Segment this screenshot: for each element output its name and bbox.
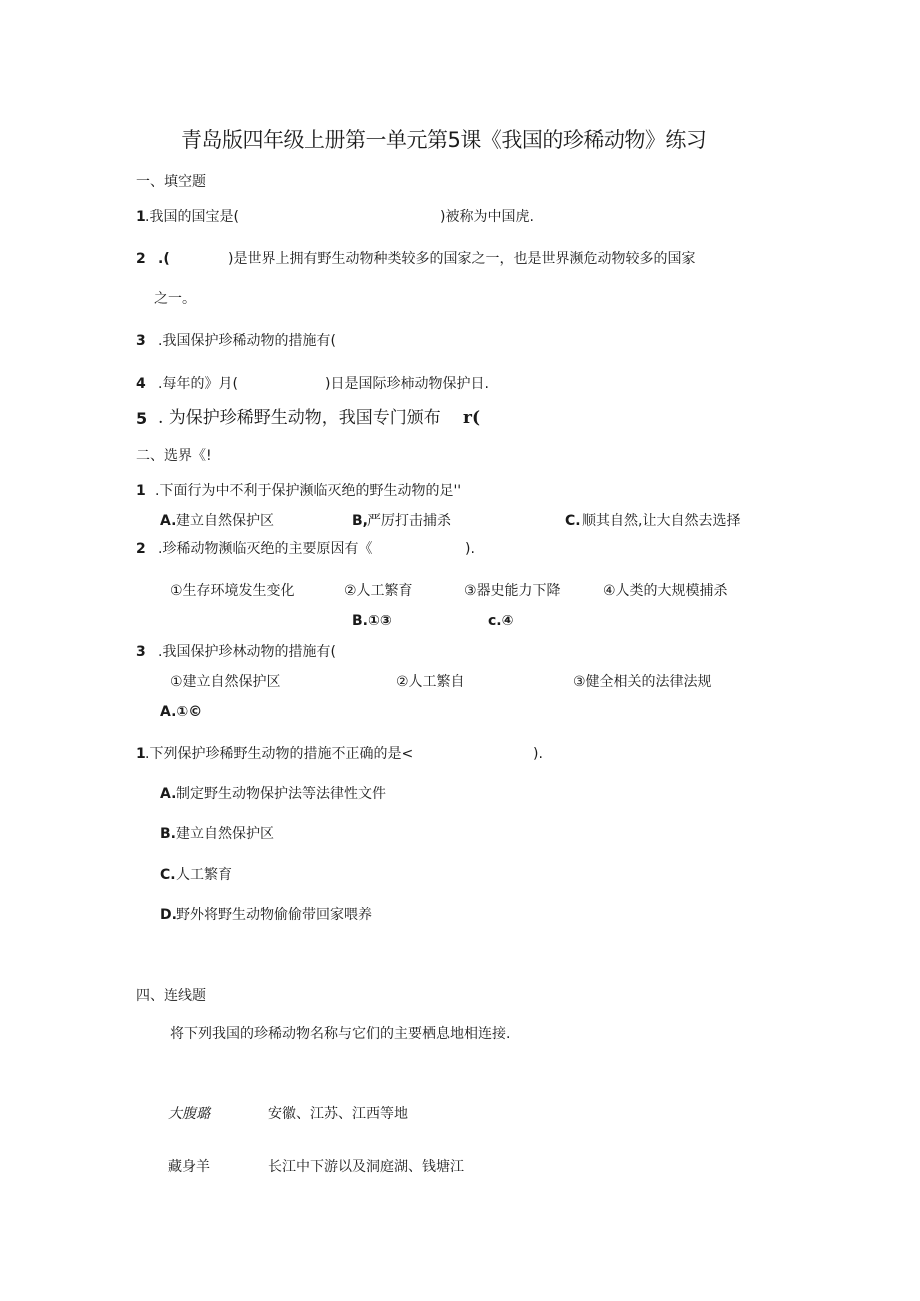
question-number: 4 (136, 376, 146, 392)
question-number: 3 (136, 333, 146, 349)
choice-item: ①建立自然保护区 (170, 674, 281, 690)
section-heading-matching: 四、连线题 (136, 988, 206, 1004)
section-heading-choice: 二、选界《! (136, 448, 212, 464)
question-text: .每年的》月( (158, 376, 238, 392)
animal-name: 大腹璐 (168, 1106, 210, 1122)
question-text: .( (158, 251, 170, 267)
habitat-name: 长江中下游以及洞庭湖、钱塘江 (268, 1159, 464, 1175)
choice-item: ①生存环境发生变化 (170, 583, 295, 599)
option-b-key: B, (352, 513, 368, 529)
question-text: .我国保护珍林动物的措施有( (158, 644, 336, 660)
section-heading-fill-blank: 一、填空题 (136, 174, 206, 190)
question-text: .我国保护珍稀动物的措施有( (158, 333, 336, 349)
choice-item: ②人工繁自 (396, 674, 465, 690)
question-text-tail: )是世界上拥有野生动物种类较多的国家之一，也是世界濒危动物较多的国家 (228, 251, 696, 267)
option-c-key: C. (565, 513, 581, 529)
question-text-tail: r( (463, 408, 480, 428)
option-d-text: 野外将野生动物偷偷带回家喂养 (176, 907, 372, 923)
matching-instruction: 将下列我国的珍稀动物名称与它们的主要栖息地相连接. (170, 1026, 511, 1042)
question-number: 1 (136, 746, 146, 762)
option-b: B.①③ (352, 613, 392, 629)
option-b-text: 严厉打击捕杀 (367, 513, 451, 529)
option-c-text: 人工繁育 (176, 867, 232, 883)
option-c-key: C. (160, 867, 176, 883)
question-number: 2 (136, 251, 146, 267)
page-title: 青岛版四年级上册第一单元第5课《我国的珍稀动物》练习 (181, 128, 707, 152)
choice-item: ②人工繁育 (344, 583, 413, 599)
question-number: 5 (136, 409, 148, 428)
question-text-tail: )被称为中国虎. (440, 209, 534, 225)
question-text-continued: 之一。 (154, 291, 196, 307)
habitat-name: 安徽、江苏、江西等地 (268, 1106, 408, 1122)
option-a-text: 制定野生动物保护法等法律性文件 (176, 786, 386, 802)
option-c: c.④ (488, 613, 514, 629)
question-text: .下面行为中不利于保护濒临灭绝的野生动物的足'' (155, 483, 462, 499)
option-a-text: 建立自然保护区 (176, 513, 274, 529)
question-text-tail: ). (533, 746, 543, 762)
question-number: 1 (136, 209, 146, 225)
question-number: 1 (136, 483, 146, 499)
choice-item: ④人类的大规模捕杀 (603, 583, 728, 599)
choice-item: ③器史能力下降 (464, 583, 561, 599)
question-text: . 为保护珍稀野生动物，我国专门颁布 (158, 408, 441, 428)
question-text-tail: )日是国际珍柿动物保护日. (325, 376, 489, 392)
option-a-key: A. (160, 786, 177, 802)
choice-item: ③健全相关的法律法规 (573, 674, 712, 690)
question-text-tail: ). (465, 541, 475, 557)
option-b-text: 建立自然保护区 (176, 826, 274, 842)
question-number: 3 (136, 644, 146, 660)
option-b-key: B. (160, 826, 176, 842)
question-text: .我国的国宝是( (145, 209, 239, 225)
question-number: 2 (136, 541, 146, 557)
question-text: .下列保护珍稀野生动物的措施不正确的是< (145, 746, 414, 762)
option-a-key: A. (160, 513, 177, 529)
option-c-text: 顺其自然,让大自然去选择 (582, 513, 741, 529)
option-d-key: D. (160, 907, 177, 923)
question-text: .珍稀动物濒临灭绝的主要原因有《 (158, 541, 373, 557)
animal-name: 藏身羊 (168, 1159, 210, 1175)
option-a: A.①© (160, 704, 203, 720)
